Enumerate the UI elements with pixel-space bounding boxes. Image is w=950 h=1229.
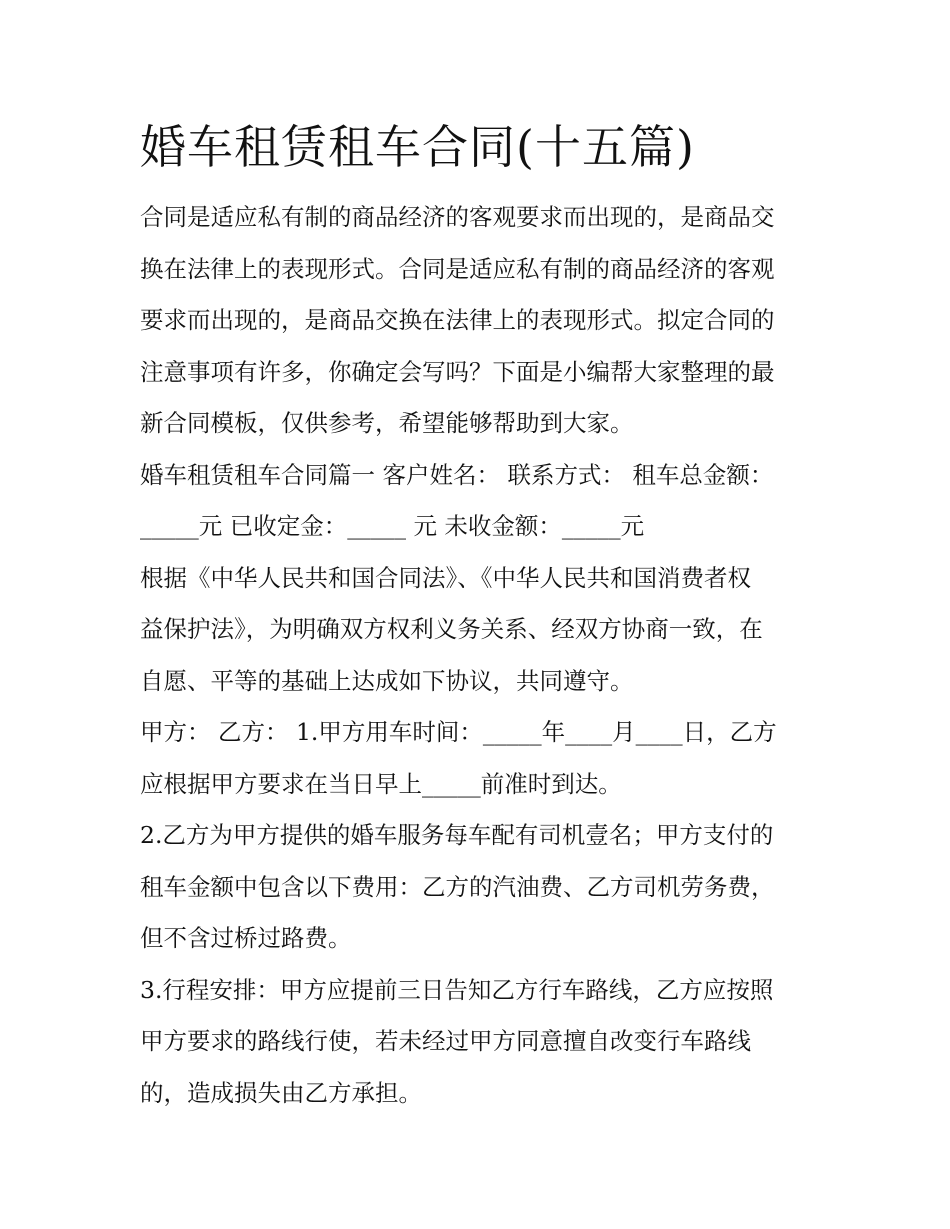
clause-3-paragraph <box>140 965 820 1120</box>
text-line: 注意事项有许多，你确定会写吗？下面是小编帮大家整理的最 <box>140 357 775 386</box>
text-line: 合同是适应私有制的商品经济的客观要求而出现的，是商品交 <box>140 203 775 231</box>
text-line: 婚车租赁租车合同篇一 客户姓名： 联系方式： 租车总金额： <box>140 460 774 489</box>
legal-basis-paragraph <box>140 553 820 708</box>
text-line: 的，造成损失由乙方承担。 <box>140 1078 422 1107</box>
text-line: _____元 已收定金：_____ 元 未收金额：_____元 <box>140 512 645 540</box>
text-line: 换在法律上的表现形式。合同是适应私有制的商品经济的客观 <box>140 254 775 283</box>
text-line: 甲方： 乙方： 1.甲方用车时间：_____年____月____日，乙方 <box>140 718 777 746</box>
document-page <box>140 112 820 1119</box>
customer-info-paragraph <box>140 450 820 553</box>
text-line: 要求而出现的，是商品交换在法律上的表现形式。拟定合同的 <box>140 306 775 334</box>
clause-1-paragraph <box>140 707 820 810</box>
text-line: 益保护法》，为明确双方权利义务关系、经双方协商一致，在 <box>140 615 763 643</box>
document-title: 婚车租赁租车合同(十五篇) <box>140 120 695 174</box>
text-line: 甲方要求的路线行使，若未经过甲方同意擅自改变行车路线 <box>140 1027 751 1055</box>
text-line: 租车金额中包含以下费用：乙方的汽油费、乙方司机劳务费， <box>140 872 775 901</box>
text-line: 2.乙方为甲方提供的婚车服务每车配有司机壹名；甲方支付的 <box>140 821 774 849</box>
text-line: 应根据甲方要求在当日早上_____前准时到达。 <box>140 769 622 798</box>
text-line: 新合同模板，仅供参考，希望能够帮助到大家。 <box>140 409 634 437</box>
clause-2-paragraph <box>140 810 820 965</box>
text-line: 根据《中华人民共和国合同法》、《中华人民共和国消费者权 <box>140 563 751 592</box>
text-line: 但不含过桥过路费。 <box>140 924 352 952</box>
intro-paragraph <box>140 192 820 450</box>
text-line: 自愿、平等的基础上达成如下协议，共同遵守。 <box>140 666 634 695</box>
text-line: 3.行程安排：甲方应提前三日告知乙方行车路线，乙方应按照 <box>140 975 774 1004</box>
